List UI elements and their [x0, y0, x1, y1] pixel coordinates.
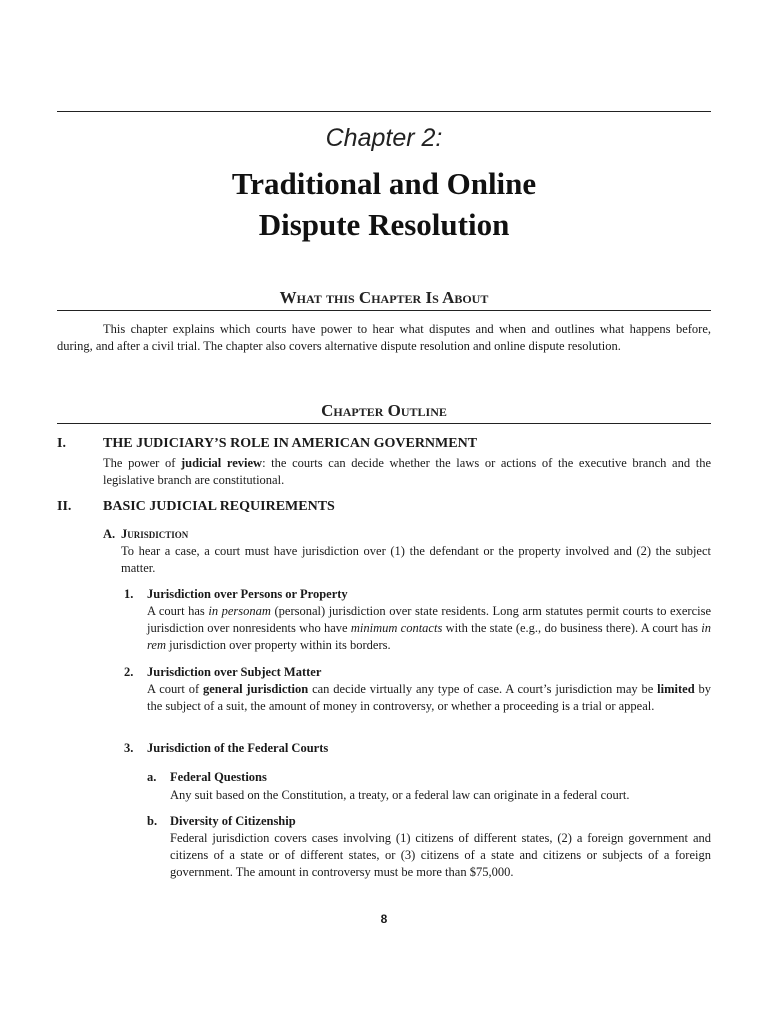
- section-i-text: The power of judicial review: the courts can decide whether the laws or actions of the executive branch and the legislative branch are constitutional.: [103, 456, 711, 487]
- subsection-a-letter: A.: [103, 527, 116, 541]
- item-2-title: Jurisdiction over Subject Matter: [147, 665, 322, 679]
- about-text: This chapter explains which courts have power to hear what disputes and when and outlines what happens before, during, and after a civil trial. The chapter also covers alternative dispute resolution and online dispute resolution.: [57, 322, 711, 353]
- item-2-number: 2.: [124, 665, 134, 679]
- section-ii-title: BASIC JUDICIAL REQUIREMENTS: [103, 499, 335, 514]
- subsection-a-text: To hear a case, a court must have jurisdiction over (1) the defendant or the property involved and (2) the subject matter.: [121, 544, 711, 575]
- chapter-title-line2: Dispute Resolution: [258, 207, 510, 242]
- page-number: 8: [380, 912, 388, 926]
- subitem-a-text: Any suit based on the Constitution, a treaty, or a federal law can originate in a federal court.: [170, 788, 630, 802]
- item-2-text: A court of general jurisdiction can decide virtually any type of case. A court’s jurisdiction may be limited by the subject of a suit, the amount of money in controversy, or whether a proceeding is a trial or appeal.: [147, 682, 712, 713]
- subitem-b-text: Federal jurisdiction covers cases involving (1) citizens of different states, (2) a foreign government and citizens of a state or of different states, or (3) citizens of a state and citizens or subjects of a foreign government. The amount in controversy must be more than $75,000.: [170, 831, 711, 879]
- subitem-a-letter: a.: [147, 770, 157, 784]
- judicial-review-term: judicial review: [180, 456, 263, 470]
- item-1-text: A court has in personam (personal) jurisdiction over state residents. Long arm statutes permit courts to exercise jurisdiction over nonresidents who have minimum contacts with the state (e.g., do business there). A court has in rem jurisdiction over property within its borders.: [147, 604, 712, 652]
- about-rule: [57, 310, 711, 311]
- subitem-b-letter: b.: [147, 814, 158, 828]
- subsection-a-title: Jurisdiction: [121, 527, 189, 541]
- chapter-label: Chapter 2:: [325, 124, 443, 152]
- subitem-b-title: Diversity of Citizenship: [170, 814, 296, 828]
- subitem-a-title: Federal Questions: [170, 770, 267, 784]
- chapter-title: [0, 163, 768, 245]
- item-3-number: 3.: [124, 741, 134, 755]
- item-1-number: 1.: [124, 587, 134, 601]
- about-heading: What this Chapter Is About: [279, 288, 489, 307]
- chapter-title-line1: Traditional and Online: [231, 166, 537, 201]
- section-i-title: THE JUDICIARY’S ROLE IN AMERICAN GOVERNMENT: [103, 436, 478, 451]
- top-rule: [57, 111, 711, 112]
- outline-heading: Chapter Outline: [321, 401, 447, 420]
- section-i-number: I.: [57, 436, 66, 451]
- outline-rule: [57, 423, 711, 424]
- item-3-title: Jurisdiction of the Federal Courts: [147, 741, 329, 755]
- section-ii-number: II.: [57, 499, 72, 514]
- item-1-title: Jurisdiction over Persons or Property: [147, 587, 348, 601]
